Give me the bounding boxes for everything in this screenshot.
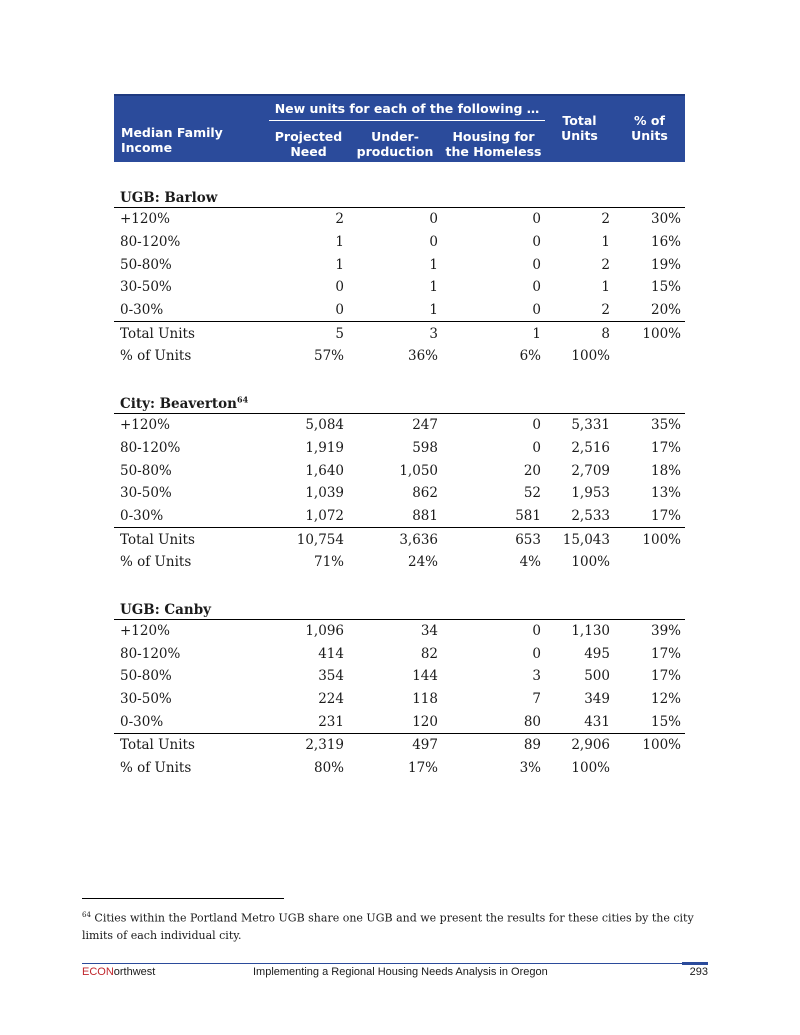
cell-value: 8	[601, 325, 610, 342]
cell-value: 20	[523, 462, 541, 479]
cell-value: 100%	[642, 531, 681, 548]
row-label: 80-120%	[120, 645, 181, 662]
row-label: 50-80%	[120, 462, 172, 479]
table-row	[114, 276, 685, 299]
cell-value: 0	[442, 299, 545, 322]
cell-value: 35%	[650, 417, 681, 434]
cell-value: 24%	[407, 554, 438, 571]
cell-value: 17%	[407, 760, 438, 777]
pct-row	[114, 551, 685, 574]
cell-value: 17%	[614, 505, 685, 528]
cell-value: 5,331	[571, 417, 610, 434]
cell-value: 80	[442, 710, 545, 733]
cell-value: 16%	[650, 234, 681, 251]
cell-value: 497	[412, 737, 438, 754]
cell-value: 3,636	[399, 531, 438, 548]
cell-value: 0	[269, 299, 348, 322]
table-row	[114, 688, 685, 711]
cell-value: 3	[532, 668, 541, 685]
total-row	[114, 322, 685, 345]
footer-rule	[82, 963, 708, 964]
table-row	[114, 482, 685, 505]
cell-value	[614, 757, 685, 780]
footer-brand-logo: ECONorthwest	[82, 966, 156, 978]
row-label: 50-80%	[120, 668, 172, 685]
section-header-row	[114, 596, 685, 620]
cell-value: 4%	[519, 554, 541, 571]
cell-value: 5,084	[305, 417, 344, 434]
row-label: 80-120%	[120, 234, 181, 251]
cell-value: 5	[335, 325, 344, 342]
section-title	[114, 184, 685, 208]
row-label: 30-50%	[120, 485, 172, 502]
table-row	[114, 413, 685, 436]
cell-value	[614, 551, 685, 574]
cell-value: 7	[532, 691, 541, 708]
table-row	[114, 642, 685, 665]
table-row	[114, 459, 685, 482]
pct-row	[114, 345, 685, 368]
cell-value: 118	[412, 691, 438, 708]
cell-value: 19%	[650, 256, 681, 273]
table-row	[114, 619, 685, 642]
table-row	[114, 299, 685, 322]
cell-value: 581	[442, 505, 545, 528]
row-label: 0-30%	[114, 710, 269, 733]
cell-value: 1,096	[305, 622, 344, 639]
cell-value: 0	[429, 211, 438, 228]
cell-value: 3%	[519, 760, 541, 777]
cell-value: 36%	[407, 348, 438, 365]
row-label: 80-120%	[120, 439, 181, 456]
header-housing-homeless: Housing for the Homeless	[442, 121, 545, 163]
cell-value: 1	[335, 234, 344, 251]
cell-value: 100%	[571, 554, 610, 571]
cell-value: 1	[601, 234, 610, 251]
cell-value: 12%	[650, 691, 681, 708]
cell-value: 1	[335, 256, 344, 273]
cell-value: 2	[335, 211, 344, 228]
cell-value: 17%	[650, 668, 681, 685]
row-label: Total Units	[120, 325, 195, 342]
cell-value: 0	[532, 234, 541, 251]
section-title	[114, 596, 685, 620]
row-label: Total Units	[120, 737, 195, 754]
cell-value: 1,072	[269, 505, 348, 528]
cell-value: 3	[429, 325, 438, 342]
cell-value: 100%	[571, 760, 610, 777]
cell-value: 2,709	[571, 462, 610, 479]
cell-value: 34	[420, 622, 438, 639]
header-projected-need: Projected Need	[269, 121, 348, 163]
cell-value: 0	[532, 645, 541, 662]
cell-value: 15,043	[562, 531, 610, 548]
cell-value: 52	[523, 485, 541, 502]
spacer-row	[114, 368, 685, 390]
pct-row	[114, 757, 685, 780]
cell-value: 6%	[519, 348, 541, 365]
footer-page-number: 293	[689, 966, 708, 978]
spacer-row	[114, 162, 685, 184]
cell-value: 18%	[650, 462, 681, 479]
table-header	[114, 95, 685, 162]
cell-value: 71%	[313, 554, 344, 571]
header-group-new-units: New units for each of the following …	[269, 95, 545, 121]
row-label: 30-50%	[120, 279, 172, 296]
cell-value: 82	[420, 645, 438, 662]
cell-value: 598	[412, 439, 438, 456]
cell-value: 1,050	[399, 462, 438, 479]
cell-value: 2,533	[545, 505, 614, 528]
cell-value: 2,319	[305, 737, 344, 754]
total-row	[114, 528, 685, 551]
cell-value: 100%	[642, 325, 681, 342]
cell-value: 20%	[614, 299, 685, 322]
cell-value: 0	[335, 279, 344, 296]
cell-value: 89	[523, 737, 541, 754]
footnote	[82, 907, 712, 944]
table-row	[114, 710, 685, 733]
table-row	[114, 231, 685, 254]
row-label: 0-30%	[114, 299, 269, 322]
table-row	[114, 208, 685, 231]
header-total-units: Total Units	[545, 95, 614, 162]
cell-value: 349	[584, 691, 610, 708]
cell-value: 1	[601, 279, 610, 296]
cell-value: 500	[584, 668, 610, 685]
cell-value: 17%	[650, 439, 681, 456]
housing-needs-table-wrap	[114, 94, 685, 779]
cell-value: 80%	[313, 760, 344, 777]
cell-value: 15%	[614, 710, 685, 733]
table-row	[114, 505, 685, 528]
header-pct-units: % of Units	[614, 95, 685, 162]
cell-value: 39%	[650, 622, 681, 639]
cell-value: 120	[348, 710, 442, 733]
cell-value: 1	[429, 279, 438, 296]
cell-value: 653	[515, 531, 541, 548]
spacer-row	[114, 574, 685, 596]
cell-value: 10,754	[296, 531, 344, 548]
cell-value: 1,919	[305, 439, 344, 456]
table-body	[114, 162, 685, 779]
row-label: 0-30%	[114, 505, 269, 528]
row-label: % of Units	[120, 760, 192, 777]
cell-value: 431	[545, 710, 614, 733]
section-title-text: City: Beaverton	[120, 395, 237, 412]
housing-needs-table	[114, 94, 685, 779]
cell-value: 1	[532, 325, 541, 342]
cell-value: 100%	[571, 348, 610, 365]
cell-value: 414	[318, 645, 344, 662]
cell-value: 57%	[313, 348, 344, 365]
cell-value: 1,640	[305, 462, 344, 479]
cell-value: 354	[318, 668, 344, 685]
cell-value: 2,516	[571, 439, 610, 456]
total-row	[114, 734, 685, 757]
section-title-text: UGB: Canby	[120, 601, 211, 618]
footer-rule-accent	[682, 962, 708, 965]
cell-value: 30%	[650, 211, 681, 228]
section-header-row	[114, 390, 685, 414]
spacer-cell	[114, 368, 685, 390]
footnote-reference: 64	[237, 394, 249, 405]
section-title	[114, 390, 685, 414]
cell-value: 2	[545, 299, 614, 322]
cell-value: 1	[348, 299, 442, 322]
table-row	[114, 665, 685, 688]
cell-value: 100%	[642, 737, 681, 754]
cell-value: 1	[429, 256, 438, 273]
cell-value: 862	[412, 485, 438, 502]
row-label: 30-50%	[120, 691, 172, 708]
cell-value: 224	[318, 691, 344, 708]
cell-value: 17%	[650, 645, 681, 662]
footnote-number: 64	[82, 911, 91, 919]
cell-value: 0	[532, 256, 541, 273]
row-label: % of Units	[120, 554, 192, 571]
cell-value: 495	[584, 645, 610, 662]
section-header-row	[114, 184, 685, 208]
table-row	[114, 253, 685, 276]
cell-value: 0	[532, 439, 541, 456]
header-underproduction: Under-production	[348, 121, 442, 163]
footer-report-title: Implementing a Regional Housing Needs Analysis in Oregon	[253, 966, 548, 978]
row-label: Total Units	[120, 531, 195, 548]
cell-value: 2	[601, 211, 610, 228]
footnote-text: Cities within the Portland Metro UGB share one UGB and we present the results for these cities by the city limits of each individual city.	[82, 911, 694, 942]
cell-value: 2	[601, 256, 610, 273]
table-row	[114, 437, 685, 460]
cell-value: 13%	[650, 485, 681, 502]
row-label: +120%	[120, 417, 170, 434]
cell-value: 1,953	[571, 485, 610, 502]
cell-value: 0	[532, 211, 541, 228]
cell-value	[614, 345, 685, 368]
cell-value: 0	[429, 234, 438, 251]
spacer-cell	[114, 162, 685, 184]
spacer-cell	[114, 574, 685, 596]
row-label: % of Units	[120, 348, 192, 365]
section-title-text: UGB: Barlow	[120, 190, 218, 206]
page-footer	[82, 966, 708, 982]
cell-value: 1,130	[571, 622, 610, 639]
cell-value: 0	[532, 622, 541, 639]
cell-value: 881	[348, 505, 442, 528]
row-label: +120%	[120, 211, 170, 228]
cell-value: 0	[532, 279, 541, 296]
row-label: 50-80%	[120, 256, 172, 273]
cell-value: 144	[412, 668, 438, 685]
footnote-rule	[82, 898, 284, 899]
cell-value: 0	[532, 417, 541, 434]
cell-value: 247	[412, 417, 438, 434]
header-median-family-income: Median Family Income	[114, 95, 269, 162]
row-label: +120%	[120, 622, 170, 639]
cell-value: 2,906	[571, 737, 610, 754]
cell-value: 15%	[650, 279, 681, 296]
cell-value: 1,039	[305, 485, 344, 502]
cell-value: 231	[269, 710, 348, 733]
